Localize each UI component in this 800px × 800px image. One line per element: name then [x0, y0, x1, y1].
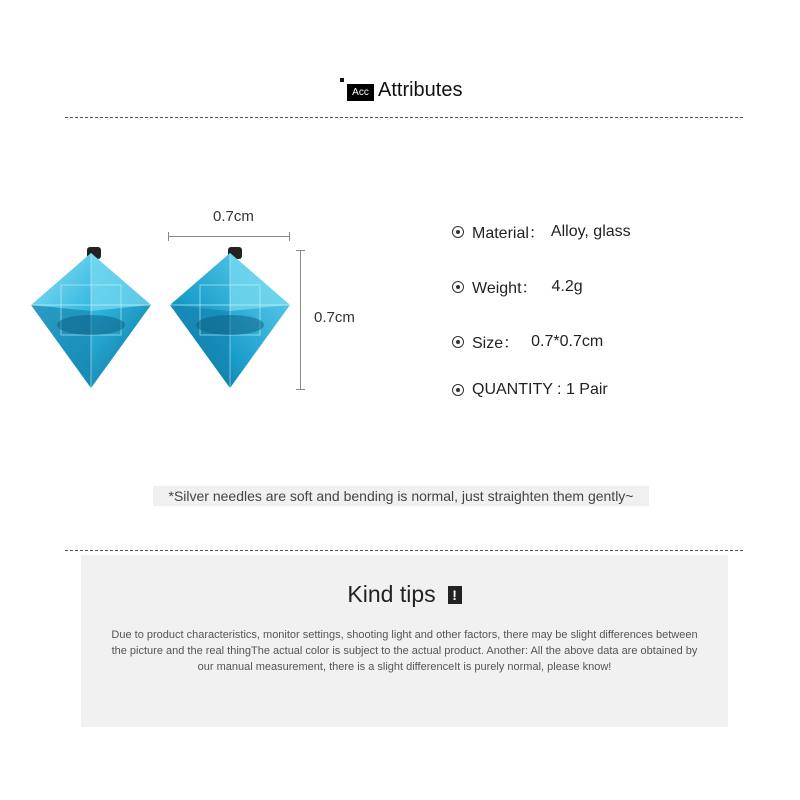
header-badge: [340, 78, 368, 102]
bullet-icon: [452, 384, 464, 396]
attr-weight-value: 4.2g: [551, 277, 583, 295]
divider-top: [65, 117, 743, 118]
attr-size-label: Size：: [472, 335, 520, 352]
kind-tips-title: Kind tips: [347, 581, 436, 607]
earrings-product-image: [25, 245, 295, 395]
attr-quantity-label: QUANTITY : 1 Pair: [472, 381, 608, 398]
attr-weight-label: Weight：: [472, 280, 538, 297]
section-header: [340, 78, 462, 102]
height-label: 0.7cm: [314, 309, 355, 326]
kind-tips-heading: [81, 581, 728, 608]
attr-quantity: [452, 381, 608, 399]
header-badge-text: Acc: [347, 84, 374, 101]
left-gem: [31, 247, 151, 388]
attr-weight: [452, 275, 583, 298]
right-gem: [170, 247, 290, 388]
section-title: Attributes: [378, 79, 463, 101]
attr-material-value: Alloy, glass: [550, 222, 631, 240]
bullet-icon: [452, 226, 464, 238]
attr-size-value: 0.7*0.7cm: [531, 332, 604, 350]
care-note: *Silver needles are soft and bending is normal, just straighten them gently~: [153, 486, 649, 506]
exclamation-icon: !: [448, 586, 462, 604]
attr-size: [452, 330, 603, 353]
height-dimension-line: [300, 250, 301, 390]
attr-material-label: Material：: [472, 225, 545, 242]
kind-tips-text: Due to product characteristics, monitor settings, shooting light and other factors, there may be slight differences between the picture and the real thingThe actual color is subject to the actual product. Another: All the above data are obtained by our manual measurement, there is a slight differenceIt is purely normal, please know!: [111, 629, 698, 673]
attr-material: [452, 220, 631, 243]
divider-bottom: [65, 550, 743, 551]
kind-tips-panel: [81, 555, 728, 727]
width-dimension-line: [168, 236, 290, 237]
bullet-icon: [452, 336, 464, 348]
width-label: 0.7cm: [213, 208, 254, 225]
bullet-icon: [452, 281, 464, 293]
